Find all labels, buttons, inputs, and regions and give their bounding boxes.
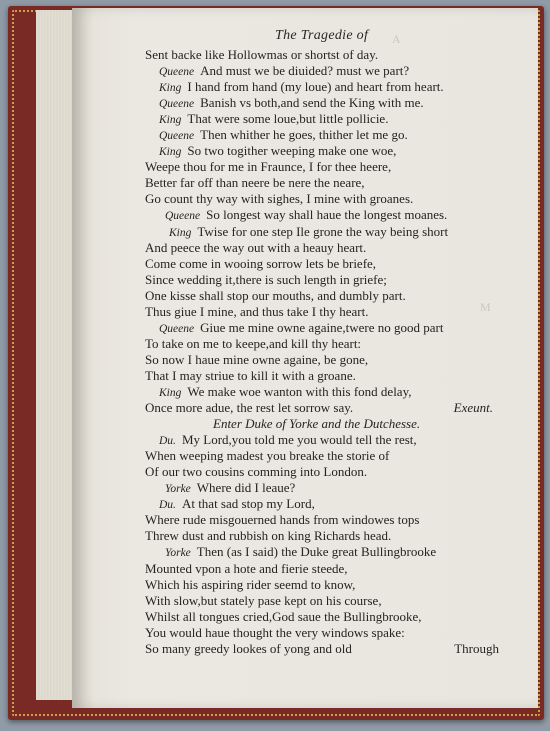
show-through-text: A [392, 32, 401, 46]
text-line [145, 159, 505, 175]
line-text: Better far off than neere be nere the neare, [145, 175, 365, 191]
text-line [145, 127, 505, 143]
exit-direction: Exeunt. [453, 400, 493, 416]
text-line [145, 95, 505, 111]
text-line [145, 432, 505, 448]
text-line [145, 224, 505, 240]
line-text: Since wedding it,there is such length in griefe; [145, 271, 387, 287]
speaker-name: King [169, 226, 192, 239]
text-line [145, 352, 505, 368]
text-line [145, 79, 505, 95]
text-line [145, 512, 505, 528]
speaker-name: Du. [159, 435, 176, 448]
line-text: Giue me mine owne againe,twere no good part [200, 319, 444, 335]
play-text [145, 47, 505, 657]
line-text: Once more adue, the rest let sorrow say. [145, 400, 354, 416]
line-text: One kisse shall stop our mouths, and dumbly part. [145, 287, 406, 303]
line-text: Thus giue I mine, and thus take I thy heart. [145, 303, 369, 319]
line-text: Of our two cousins comming into London. [145, 464, 368, 480]
speaker-name: Queene [159, 322, 195, 335]
text-line [145, 625, 505, 641]
text-line [145, 593, 505, 609]
text-line [145, 641, 505, 657]
text-line [145, 448, 505, 464]
text-line [145, 288, 505, 304]
text-line [145, 175, 505, 191]
line-text: Weepe thou for me in Fraunce, I for thee heere, [145, 159, 392, 175]
line-text: With slow,but stately pase kept on his course, [145, 592, 382, 608]
speaker-name: Yorke [165, 483, 191, 496]
speaker-name: Du. [159, 499, 176, 512]
line-text: And peece the way out with a heauy heart. [145, 239, 367, 255]
line-text: That I may striue to kill it with a groane. [145, 367, 356, 383]
line-text: So many greedy lookes of yong and old [145, 640, 352, 656]
line-text: Mounted vpon a hote and fierie steede, [145, 560, 348, 576]
speaker-name: King [159, 82, 182, 95]
line-text: Come come in wooing sorrow lets be briefe, [145, 255, 377, 271]
line-text: And must we be diuided? must we part? [200, 63, 410, 79]
text-line [145, 111, 505, 127]
text-line [145, 336, 505, 352]
text-line [145, 143, 505, 159]
line-text: Sent backe like Hollowmas or shortst of day. [145, 47, 379, 62]
line-text: To take on me to keepe,and kill thy heart: [145, 335, 362, 351]
text-line [145, 384, 505, 400]
catchword: Through [454, 640, 499, 656]
text-line [145, 368, 505, 384]
speaker-name: Queene [159, 98, 195, 111]
text-line [145, 320, 505, 336]
line-text: Twise for one step Ile grone the way being short [197, 223, 449, 239]
text-line [145, 63, 505, 79]
line-text: At that sad stop my Lord, [181, 496, 315, 512]
line-text: When weeping madest you breake the storie of [145, 448, 390, 464]
line-text: Go count thy way with sighes, I mine with groanes. [145, 191, 414, 207]
text-line [145, 304, 505, 320]
line-text: My Lord,you told me you would tell the rest, [181, 432, 417, 448]
line-text: I hand from hand (my loue) and heart from heart. [187, 79, 444, 95]
text-line [145, 47, 505, 63]
line-text: Then whither he goes, thither let me go. [200, 127, 408, 143]
line-text: So two togither weeping make one woe, [187, 143, 397, 159]
speaker-name: Yorke [165, 547, 191, 560]
text-line [145, 240, 505, 256]
speaker-name: Queene [159, 130, 195, 143]
line-text: So now I haue mine owne againe, be gone, [145, 351, 369, 367]
text-line [145, 416, 505, 432]
text-line [145, 528, 505, 544]
line-text: Where rude misgouerned hands from windowes tops [145, 512, 420, 528]
speaker-name: King [159, 146, 182, 159]
line-text: Then (as I said) the Duke great Bullingbrooke [196, 544, 437, 560]
stage-direction: Enter Duke of Yorke and the Dutchesse. [213, 416, 421, 432]
running-head: The Tragedie of [275, 28, 369, 43]
speaker-name: King [159, 386, 182, 399]
text-line [145, 272, 505, 288]
text-line [145, 191, 505, 207]
text-line [145, 256, 505, 272]
speaker-name: King [159, 114, 182, 127]
speaker-name: Queene [159, 66, 195, 79]
text-line [145, 561, 505, 577]
show-through-text: M [480, 300, 491, 314]
line-text: Where did I leaue? [196, 480, 296, 496]
line-text: So longest way shall haue the longest moanes. [206, 207, 448, 223]
text-line [145, 577, 505, 593]
text-line [145, 496, 505, 512]
line-text: That were some loue,but little pollicie. [187, 111, 389, 127]
speaker-name: Queene [165, 210, 201, 223]
line-text: We make woe wanton with this fond delay, [187, 383, 412, 399]
line-text: Whilst all tongues cried,God saue the Bullingbrooke, [145, 608, 422, 624]
text-line [145, 609, 505, 625]
text-line [145, 480, 505, 496]
text-line [145, 207, 505, 223]
line-text: Threw dust and rubbish on king Richards head. [145, 528, 392, 544]
line-text: You would haue thought the very windows spake: [145, 624, 405, 640]
text-line [145, 464, 505, 480]
text-line [145, 400, 505, 416]
text-line [145, 544, 505, 560]
line-text: Which his aspiring rider seemd to know, [145, 576, 356, 592]
line-text: Banish vs both,and send the King with me. [200, 95, 424, 111]
